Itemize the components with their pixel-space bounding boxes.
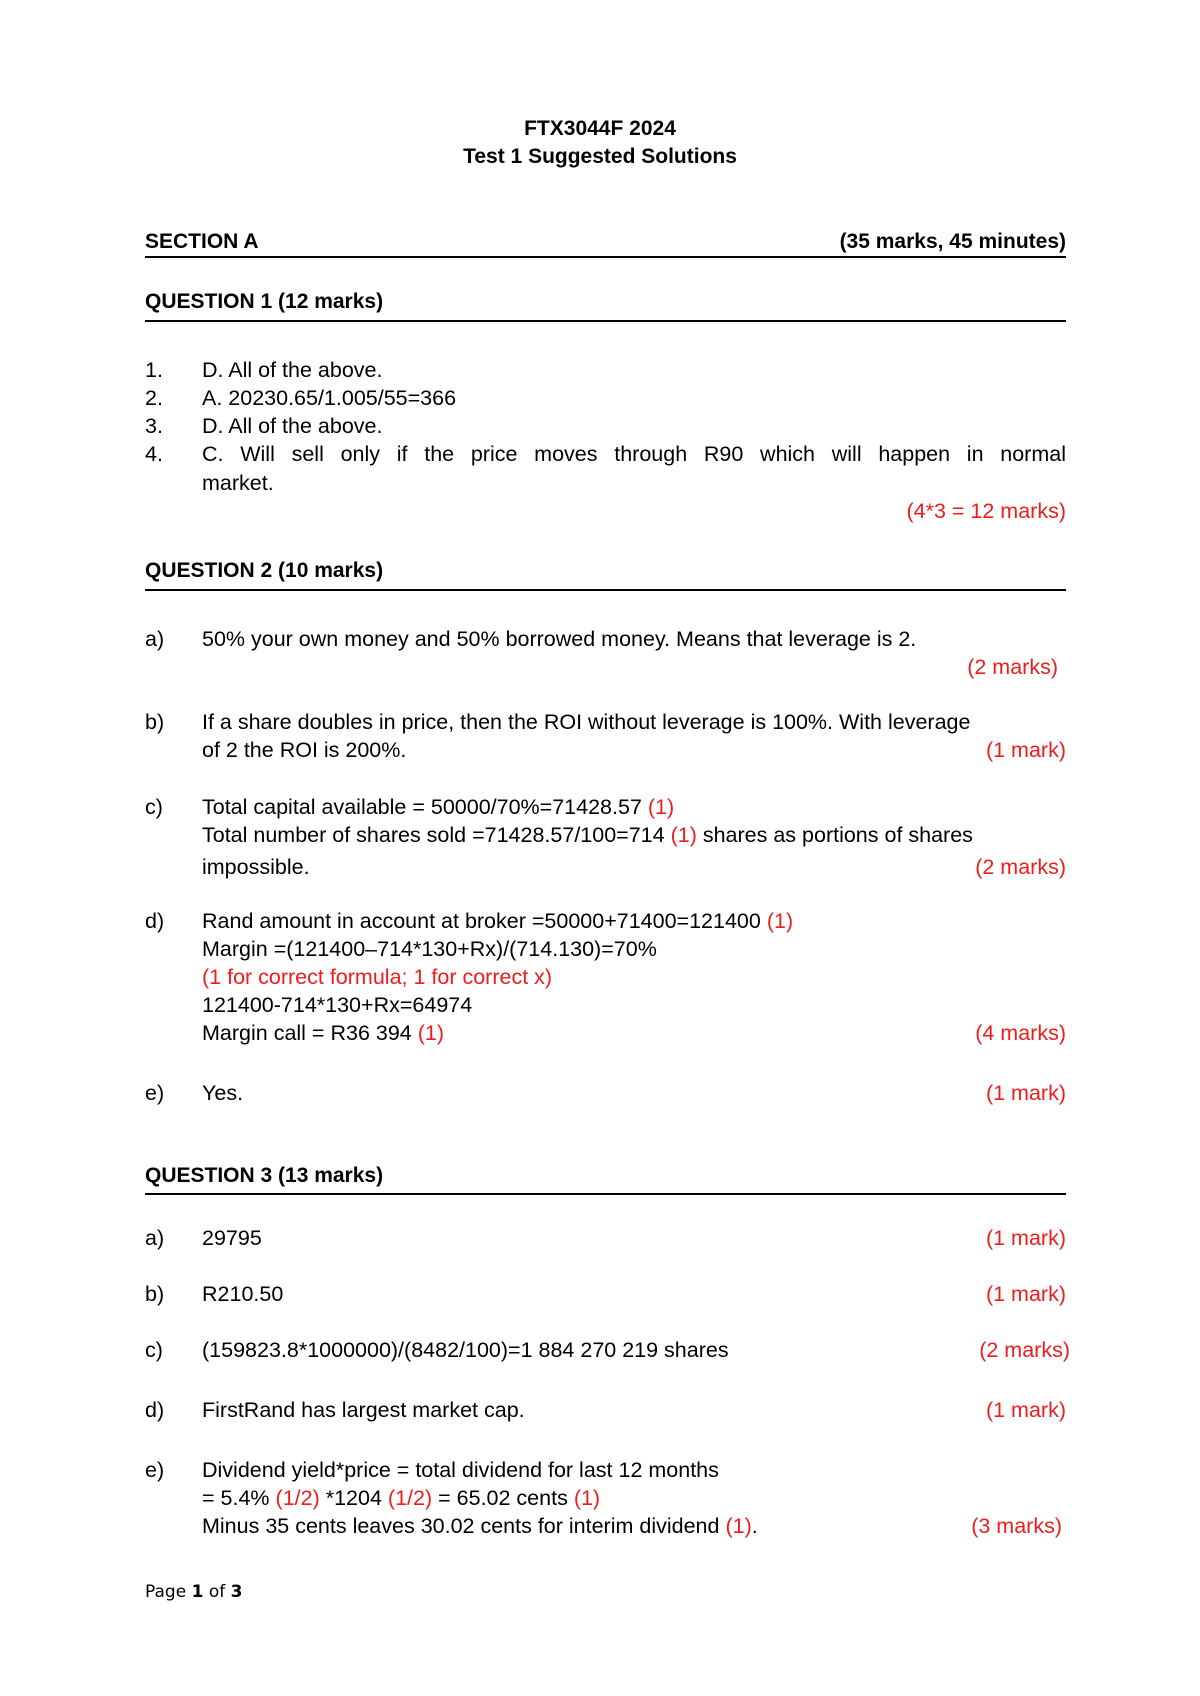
q2c-line-2: Total number of shares sold =71428.57/100=714 (1) shares as portions of shares [202, 823, 973, 847]
q3c-text: (159823.8*1000000)/(8482/100)=1 884 270 219 shares [202, 1338, 729, 1362]
question-1-title: QUESTION 1 (12 marks) [145, 290, 384, 313]
q2d-marks: (4 marks) [975, 1021, 1066, 1045]
q2d-line-4: 121400-714*130+Rx=64974 [202, 993, 473, 1017]
q3e-line-1: Dividend yield*price = total dividend for last 12 months [202, 1458, 719, 1482]
q3a-label: a) [145, 1226, 165, 1250]
q2d-line-3: (1 for correct formula; 1 for correct x) [202, 965, 553, 989]
q1-item-number: 2. [145, 386, 163, 410]
question-3-title: QUESTION 3 (13 marks) [145, 1164, 384, 1187]
q1-item-number: 1. [145, 358, 163, 382]
section-a-rule [145, 256, 1066, 258]
question-2-title: QUESTION 2 (10 marks) [145, 559, 384, 582]
q3a-text: 29795 [202, 1226, 262, 1250]
q2d-line-1: Rand amount in account at broker =50000+71400=121400 (1) [202, 909, 794, 933]
q3e-line-3: Minus 35 cents leaves 30.02 cents for interim dividend (1). [202, 1514, 758, 1538]
q2b-text: If a share doubles in price, then the ROI without leverage is 100%. With leverage [202, 710, 971, 734]
q3b-label: b) [145, 1282, 165, 1306]
q2e-marks: (1 mark) [985, 1081, 1066, 1105]
section-a-title: SECTION A [145, 230, 259, 253]
q2d-line-2: Margin =(121400–714*130+Rx)/(714.130)=70% [202, 937, 657, 961]
q3e-marks: (3 marks) [971, 1514, 1062, 1538]
q3e-label: e) [145, 1458, 165, 1482]
q2b-text-continued: of 2 the ROI is 200%. [202, 738, 407, 762]
q3e-line-2: = 5.4% (1/2) *1204 (1/2) = 65.02 cents (1) [202, 1486, 601, 1510]
q1-item-text: D. All of the above. [202, 414, 383, 438]
document-title: Test 1 Suggested Solutions [463, 145, 737, 168]
q2d-label: d) [145, 909, 165, 933]
q3a-marks: (1 mark) [985, 1226, 1066, 1250]
q2a-marks: (2 marks) [967, 655, 1058, 679]
q3b-marks: (1 mark) [985, 1282, 1066, 1306]
q3d-text: FirstRand has largest market cap. [202, 1398, 525, 1422]
q1-item-text: D. All of the above. [202, 358, 383, 382]
question-2-rule [145, 589, 1066, 591]
page-number: Page 1 of 3 [145, 1582, 243, 1602]
question-1-rule [145, 320, 1066, 322]
q2e-text: Yes. [202, 1081, 244, 1105]
section-a-meta: (35 marks, 45 minutes) [839, 230, 1066, 253]
q2a-label: a) [145, 627, 165, 651]
q1-item-text: C. Will sell only if the price moves through R90 which will happen in normal [202, 442, 1066, 466]
q2b-marks: (1 mark) [985, 738, 1066, 762]
q1-item-text-continued: market. [202, 471, 274, 495]
q2e-label: e) [145, 1081, 165, 1105]
q3d-marks: (1 mark) [985, 1398, 1066, 1422]
q3b-text: R210.50 [202, 1282, 284, 1306]
q1-item-number: 3. [145, 414, 163, 438]
q1-item-text: A. 20230.65/1.005/55=366 [202, 386, 457, 410]
q1-marks: (4*3 = 12 marks) [906, 499, 1066, 523]
q2c-line-3: impossible. [202, 855, 310, 879]
q3d-label: d) [145, 1398, 165, 1422]
q2c-marks: (2 marks) [975, 855, 1066, 879]
document-code: FTX3044F 2024 [524, 117, 676, 140]
q2a-text: 50% your own money and 50% borrowed money. Means that leverage is 2. [202, 627, 917, 651]
q2c-line-1: Total capital available = 50000/70%=71428.57 (1) [202, 795, 675, 819]
question-3-rule [145, 1193, 1066, 1195]
q2b-label: b) [145, 710, 165, 734]
q1-item-number: 4. [145, 442, 163, 466]
q2c-label: c) [145, 795, 163, 819]
q3c-marks: (2 marks) [979, 1338, 1070, 1362]
q2d-line-5: Margin call = R36 394 (1) [202, 1021, 445, 1045]
q3c-label: c) [145, 1338, 163, 1362]
